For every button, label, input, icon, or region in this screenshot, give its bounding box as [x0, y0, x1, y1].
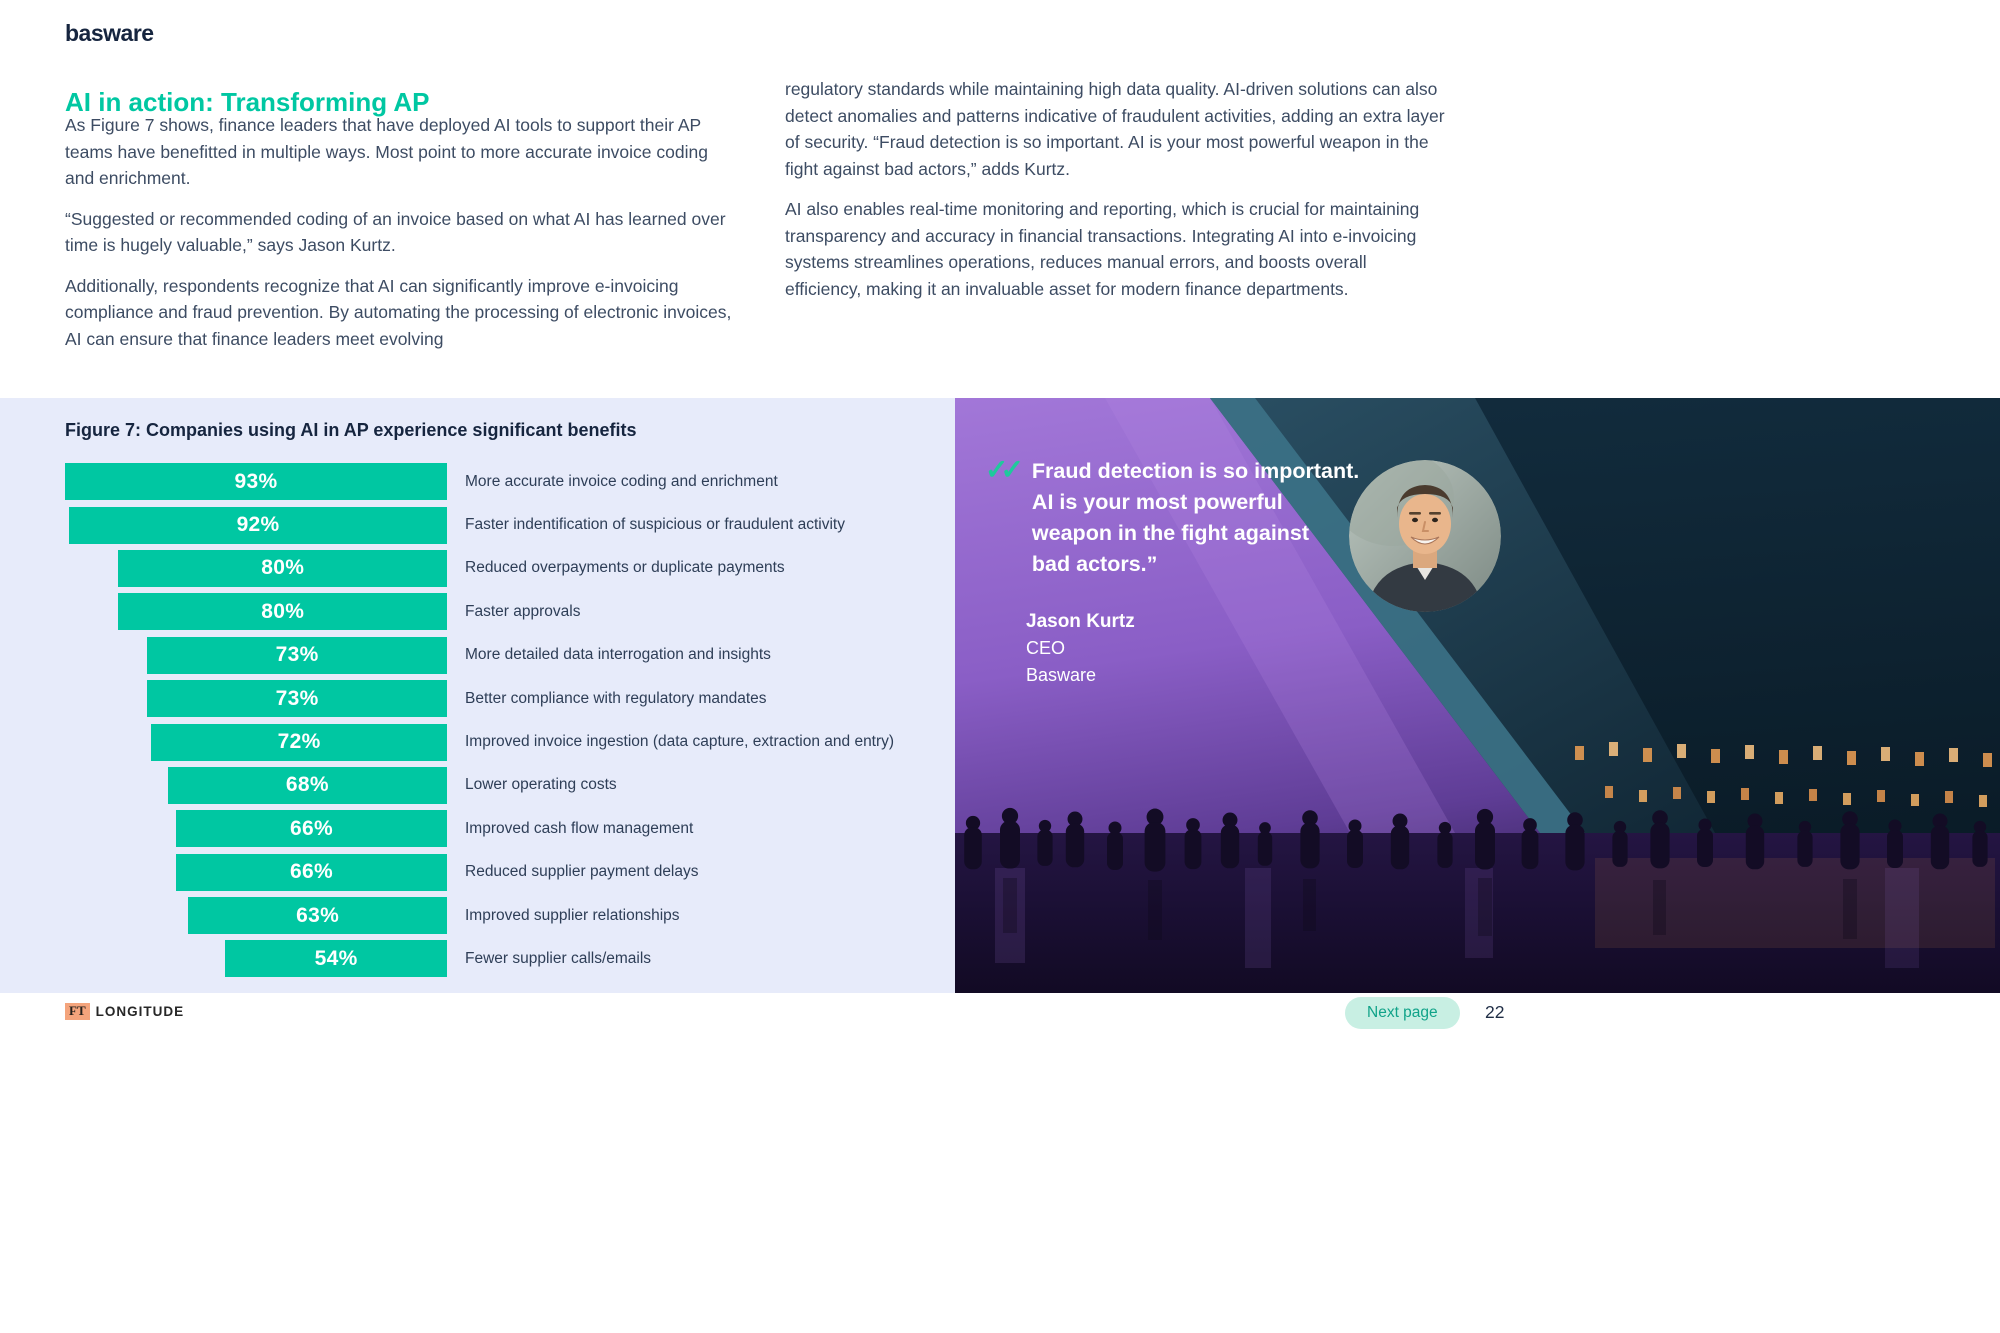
bar-track — [65, 854, 447, 891]
bar-value: 66% — [289, 816, 333, 840]
quote-author-role: CEO — [1026, 638, 1066, 658]
bar — [118, 550, 447, 587]
bar-track — [65, 810, 447, 847]
bar-value: 73% — [275, 643, 319, 667]
bar-track — [65, 463, 447, 500]
bar-row — [65, 764, 935, 807]
bar — [176, 854, 447, 891]
jason-kurtz-headshot — [1349, 460, 1501, 612]
bar — [176, 810, 447, 847]
quote-author-name: Jason Kurtz — [1026, 611, 1135, 632]
bar-track — [65, 680, 447, 717]
headshot-photo — [1349, 460, 1501, 612]
bar-row — [65, 460, 935, 503]
figure7-section — [0, 398, 955, 993]
bar — [69, 507, 447, 544]
bar-label: Faster approvals — [465, 602, 581, 620]
bar — [168, 767, 447, 804]
quote-line: AI is your most powerful — [1031, 490, 1283, 514]
bar-value: 73% — [275, 686, 319, 710]
bar-value: 72% — [277, 730, 321, 754]
quote-author-company: Basware — [1026, 665, 1097, 685]
bar-track — [65, 550, 447, 587]
bar-value: 68% — [285, 773, 329, 797]
bar-label: Faster indentification of suspicious or fraudulent activity — [465, 516, 845, 534]
paragraph: “Suggested or recommended coding of an invoice based on what AI has learned over time is hugely valuable,” says Jason Kurtz. — [65, 208, 726, 255]
pull-quote — [985, 456, 1359, 689]
bar-label: Reduced supplier payment delays — [465, 863, 699, 881]
basware-logo: basware — [65, 20, 154, 46]
bar-label: Improved invoice ingestion (data capture, extraction and entry) — [465, 733, 895, 751]
bar-value: 63% — [296, 903, 340, 927]
bar-value: 66% — [289, 860, 333, 884]
article-right-column — [785, 76, 1445, 316]
bar-label: Lower operating costs — [465, 776, 617, 794]
double-check-icon: ✓✓ — [985, 454, 1016, 485]
bar-track — [65, 593, 447, 630]
bar — [188, 897, 447, 934]
bar — [151, 724, 447, 761]
bar-track — [65, 637, 447, 674]
bar-track — [65, 767, 447, 804]
bar-track — [65, 507, 447, 544]
bar-value: 80% — [261, 599, 305, 623]
paragraph: As Figure 7 shows, finance leaders that have deployed AI tools to support their AP teams have benefitted in multiple ways. Most point to more accurate invoice coding and enrichment. — [65, 115, 708, 188]
bar-label: Fewer supplier calls/emails — [465, 949, 652, 967]
ft-logo: FT — [65, 1003, 90, 1020]
bar-label: Improved cash flow management — [465, 819, 694, 837]
quote-line: Fraud detection is so important. — [1031, 459, 1360, 483]
bar — [225, 940, 447, 977]
bar-row — [65, 634, 935, 677]
bar-row — [65, 677, 935, 720]
quote-attribution — [1026, 608, 1359, 689]
bar-label: Improved supplier relationships — [465, 906, 680, 924]
quote-line: bad actors.” — [1031, 552, 1158, 576]
bar-value: 92% — [236, 513, 280, 537]
bar-track — [65, 897, 447, 934]
bar-value: 54% — [314, 946, 358, 970]
bar-row — [65, 894, 935, 937]
bar — [65, 463, 447, 500]
bar-row — [65, 503, 935, 546]
bar-row — [65, 937, 935, 980]
bar-row — [65, 547, 935, 590]
figure7-bar-chart — [65, 460, 935, 981]
bar-track — [65, 940, 447, 977]
page-title: AI in action: Transforming AP — [65, 87, 430, 118]
bar-label: Better compliance with regulatory mandates — [465, 689, 767, 707]
bar-row — [65, 807, 935, 850]
bar-row — [65, 851, 935, 894]
bar-value: 93% — [234, 469, 278, 493]
bar-track — [65, 724, 447, 761]
bar-label: More detailed data interrogation and insights — [465, 646, 771, 664]
figure-title: Figure 7: Companies using AI in AP experience significant benefits — [65, 420, 637, 440]
bar — [147, 680, 447, 717]
article-left-column — [65, 112, 737, 366]
quote-line: weapon in the fight against — [1031, 521, 1310, 545]
paragraph: Additionally, respondents recognize that AI can significantly improve e-invoicing compliance and fraud prevention. By automating the processing of electronic invoices, AI can ensure that finance leaders meet evolving — [65, 275, 732, 349]
bar-row — [65, 590, 935, 633]
bar — [147, 637, 447, 674]
bar-row — [65, 720, 935, 763]
bar — [118, 593, 447, 630]
ft-longitude-logo — [65, 1003, 184, 1020]
page-number: 22 — [1485, 1002, 1505, 1022]
quote-lines — [1032, 456, 1359, 580]
bar-value: 80% — [261, 556, 305, 580]
bar-label: More accurate invoice coding and enrichment — [465, 472, 778, 490]
paragraph: regulatory standards while maintaining high data quality. AI-driven solutions can also detect anomalies and patterns indicative of fraudulent activities, adding an extra layer of security. “Fraud detection is so important. AI is your most powerful weapon in the fight against bad actors,” adds Kurtz. — [785, 79, 1445, 179]
bar-label: Reduced overpayments or duplicate payments — [465, 559, 785, 577]
quote-panel — [955, 398, 2000, 993]
longitude-wordmark: LONGITUDE — [95, 1004, 185, 1019]
paragraph: AI also enables real-time monitoring and reporting, which is crucial for maintaining transparency and accuracy in financial transactions. Integrating AI into e-invoicing systems streamlines operations, reduces manual errors, and boosts overall efficiency, making it an invaluable asset for modern finance departments. — [785, 199, 1420, 299]
next-page-button[interactable]: Next page — [1345, 997, 1460, 1029]
